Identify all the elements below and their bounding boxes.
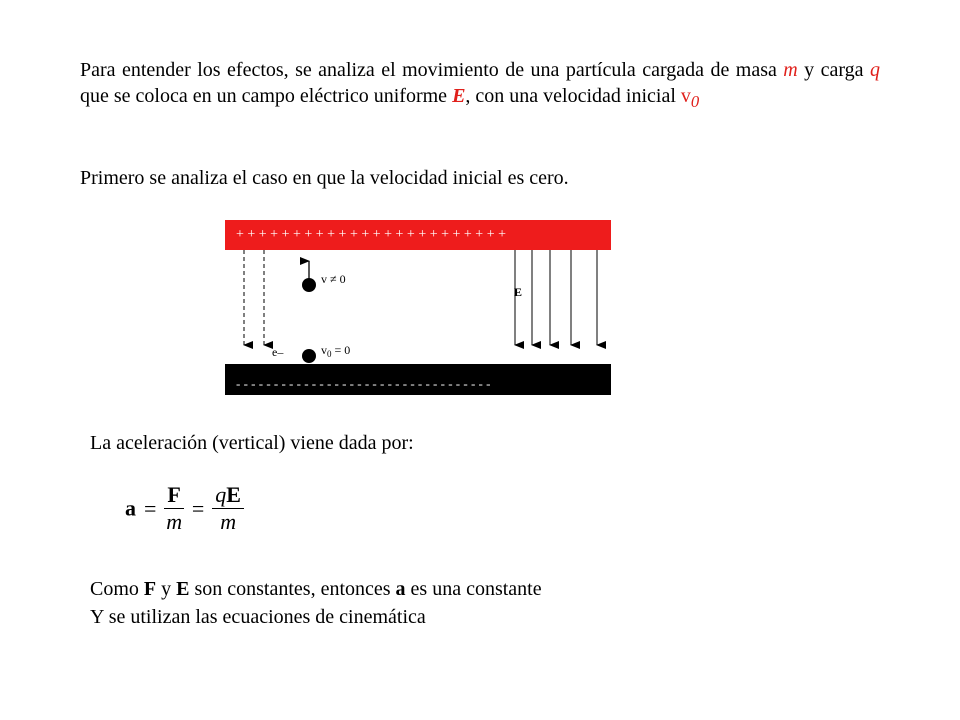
intro-text-1: Para entender los efectos, se analiza el movimiento de una partícula cargada de masa (80, 59, 784, 81)
conclusion-text-3: son constantes, entonces (189, 578, 396, 600)
intro-text-2: y carga (797, 59, 870, 81)
field-symbol: E (452, 85, 466, 107)
acceleration-formula (125, 482, 244, 535)
intro-text-4: , con una velocidad inicial (465, 85, 681, 107)
velocity-label: v ≠ 0 (321, 272, 346, 286)
formula-acceleration: a (125, 495, 136, 521)
fraction-force-mass (164, 482, 183, 535)
formula-mass-1: m (166, 509, 183, 534)
formula-field: E (226, 482, 241, 507)
v0-subscript: 0 (690, 92, 700, 111)
conclusion-text-2: y (156, 578, 177, 600)
case-statement: Primero se analiza el caso en que la velocidad inicial es cero. (80, 167, 569, 189)
fraction-charge-field-mass (212, 482, 244, 535)
charge-symbol: q (869, 59, 880, 81)
acceleration-statement: La aceleración (vertical) viene dada por: (90, 432, 414, 454)
conclusion-acceleration: a (395, 578, 406, 600)
v0-base: v (680, 85, 691, 107)
electron-top (302, 278, 316, 292)
formula-charge-field (212, 482, 244, 509)
conclusion-line-1 (90, 576, 542, 602)
formula-force: F (164, 482, 183, 509)
electron-label: e– (272, 345, 284, 359)
conclusion-text-1: Como (90, 578, 144, 600)
formula-charge: q (215, 482, 227, 507)
formula-equals-2: = (191, 495, 205, 521)
initial-velocity-label: $v_0 = 0$ (321, 343, 351, 359)
positive-signs: + + + + + + + + + + + + + + + + + + + + + + + + (236, 227, 506, 242)
electron-bottom (302, 349, 316, 363)
conclusion-field: E (176, 578, 190, 600)
conclusion-text-4: es una constante (405, 578, 542, 600)
conclusion-line-2: Y se utilizan las ecuaciones de cinemática (90, 606, 426, 628)
formula-equals-1: = (144, 495, 157, 521)
negative-signs: - - - - - - - - - - - - - - - - - - - - - - - - - - - - - - - - - - (236, 376, 491, 391)
formula-mass-2: m (220, 509, 237, 534)
intro-text-3: que se coloca en un campo eléctrico uniforme (80, 85, 453, 107)
mass-symbol: m (783, 59, 798, 81)
field-label: E (514, 285, 523, 299)
conclusion-force: F (143, 578, 157, 600)
